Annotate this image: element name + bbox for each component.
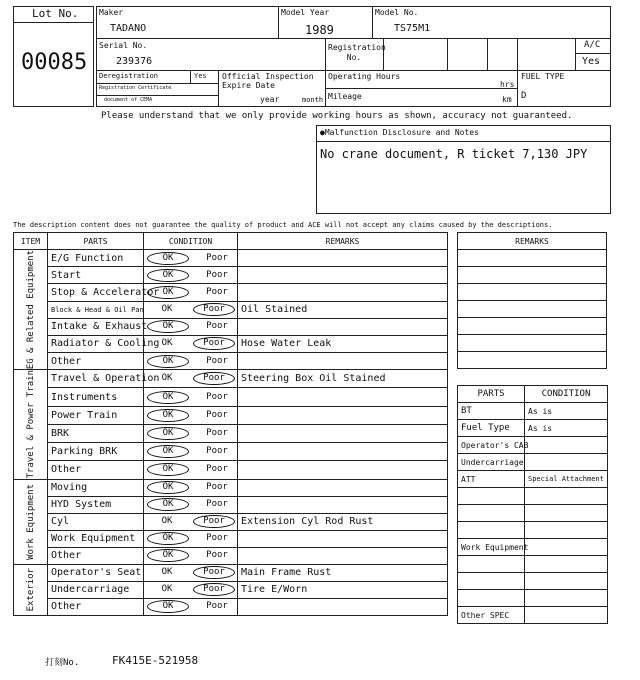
cema-label: document of CEMA bbox=[104, 97, 153, 103]
remark-cell bbox=[238, 530, 448, 547]
table-row bbox=[14, 301, 448, 318]
ok-mark: OK bbox=[147, 252, 189, 265]
part-cell: HYD System bbox=[48, 496, 144, 513]
km-label: km bbox=[502, 95, 512, 104]
table-row bbox=[14, 406, 448, 424]
maker-value: TADANO bbox=[110, 23, 147, 34]
table-row bbox=[14, 335, 448, 352]
right-remarks-table bbox=[457, 232, 607, 369]
remark-cell: Main Frame Rust bbox=[238, 564, 448, 581]
serial-label: Serial No. bbox=[99, 41, 148, 50]
fuel-type-label: FUEL TYPE bbox=[521, 72, 565, 81]
condition-cell bbox=[144, 443, 238, 461]
item-group-cell bbox=[14, 370, 48, 479]
poor-mark: Poor bbox=[193, 515, 235, 528]
part-cell: Radiator & Cooling bbox=[48, 335, 144, 352]
part-cell bbox=[458, 590, 525, 607]
poor-mark: Poor bbox=[206, 321, 228, 332]
disclaimer: The description content does not guarantee the quality of product and ACE will not accept any claims caused by the descriptions. bbox=[13, 221, 553, 229]
part-cell bbox=[458, 505, 525, 522]
part-cell: Other bbox=[48, 547, 144, 564]
poor-mark: Poor bbox=[193, 566, 235, 579]
poor-mark: Poor bbox=[206, 427, 228, 438]
condition-cell bbox=[144, 301, 238, 318]
ac-label: A/C bbox=[584, 40, 601, 50]
ok-mark: OK bbox=[147, 320, 189, 333]
item-group-label: Travel & Power Train bbox=[25, 370, 36, 479]
part-cell: Undercarriage bbox=[48, 581, 144, 598]
condition-cell bbox=[144, 598, 238, 615]
condition-cell bbox=[144, 406, 238, 424]
table-row bbox=[14, 284, 448, 301]
condition-cell: As is bbox=[525, 420, 608, 437]
condition-cell bbox=[144, 284, 238, 301]
part-cell: Work Equipment bbox=[458, 539, 525, 556]
table-row bbox=[14, 443, 448, 461]
ok-mark: OK bbox=[147, 481, 189, 494]
table-row bbox=[14, 267, 448, 284]
mileage-label: Mileage bbox=[328, 92, 362, 101]
condition-cell bbox=[525, 522, 608, 539]
condition-cell bbox=[144, 388, 238, 406]
poor-mark: Poor bbox=[206, 464, 228, 475]
table-row bbox=[458, 607, 608, 624]
table-row bbox=[14, 370, 448, 388]
condition-cell bbox=[525, 556, 608, 573]
table-row bbox=[458, 454, 608, 471]
model-year-label: Model Year bbox=[281, 8, 330, 17]
remark-cell bbox=[238, 318, 448, 335]
right-condition-header: CONDITION bbox=[525, 386, 608, 403]
ok-mark: OK bbox=[147, 445, 189, 458]
poor-mark: Poor bbox=[193, 337, 235, 350]
right-parts-table bbox=[457, 385, 608, 624]
part-cell: Operator's CAB bbox=[458, 437, 525, 454]
table-row bbox=[14, 547, 448, 564]
malfunction-title: ●Malfunction Disclosure and Notes bbox=[320, 128, 479, 137]
remarks-cell bbox=[458, 250, 607, 267]
condition-cell bbox=[144, 479, 238, 496]
remarks-cell bbox=[458, 301, 607, 318]
poor-mark: Poor bbox=[206, 269, 228, 280]
remarks-row bbox=[458, 301, 607, 318]
table-row bbox=[14, 250, 448, 267]
ok-mark: OK bbox=[147, 355, 189, 368]
parts-header: PARTS bbox=[48, 233, 144, 250]
condition-cell bbox=[144, 547, 238, 564]
model-no-label: Model No. bbox=[375, 8, 419, 17]
poor-mark: Poor bbox=[206, 446, 228, 457]
remark-cell bbox=[238, 424, 448, 442]
table-row bbox=[458, 488, 608, 505]
remarks-row bbox=[458, 352, 607, 369]
condition-cell bbox=[144, 318, 238, 335]
remark-cell bbox=[238, 443, 448, 461]
model-no-value: TS75M1 bbox=[394, 23, 431, 34]
month-label: month bbox=[302, 96, 324, 104]
ok-mark: OK bbox=[147, 549, 189, 562]
remarks-cell bbox=[458, 335, 607, 352]
part-cell: Cyl bbox=[48, 513, 144, 530]
poor-mark: Poor bbox=[206, 550, 228, 561]
item-group-label: Work Equipment bbox=[25, 483, 36, 560]
item-group-cell bbox=[14, 564, 48, 615]
poor-mark: Poor bbox=[206, 391, 228, 402]
poor-mark: Poor bbox=[206, 482, 228, 493]
part-cell: Other bbox=[48, 598, 144, 615]
poor-mark: Poor bbox=[206, 533, 228, 544]
table-row bbox=[14, 318, 448, 335]
item-header: ITEM bbox=[14, 233, 48, 250]
table-row bbox=[458, 539, 608, 556]
inspection-table-header bbox=[14, 233, 448, 250]
malfunction-box bbox=[316, 125, 611, 214]
remark-cell bbox=[238, 353, 448, 370]
part-cell: Intake & Exhaust bbox=[48, 318, 144, 335]
condition-cell bbox=[144, 424, 238, 442]
remark-cell bbox=[238, 250, 448, 267]
condition-cell bbox=[144, 564, 238, 581]
hours-notice: Please understand that we only provide working hours as shown, accuracy not guaranteed. bbox=[101, 111, 573, 121]
remarks-row bbox=[458, 284, 607, 301]
remark-cell bbox=[238, 496, 448, 513]
poor-mark: Poor bbox=[206, 601, 228, 612]
table-row bbox=[458, 522, 608, 539]
remark-cell bbox=[238, 479, 448, 496]
condition-cell bbox=[525, 437, 608, 454]
ok-mark: OK bbox=[147, 286, 189, 299]
item-group-label: Exterior bbox=[25, 567, 36, 612]
ok-mark: OK bbox=[147, 600, 189, 613]
right-parts-header: PARTS bbox=[458, 386, 525, 403]
remarks-cell bbox=[458, 352, 607, 369]
ok-mark: OK bbox=[147, 391, 189, 404]
inspection-label: Official Inspection Expire Date bbox=[222, 72, 314, 90]
part-cell: Other bbox=[48, 461, 144, 479]
remarks-cell bbox=[458, 267, 607, 284]
ok-mark: OK bbox=[161, 338, 173, 349]
part-cell: Parking BRK bbox=[48, 443, 144, 461]
poor-mark: Poor bbox=[206, 499, 228, 510]
remarks-row bbox=[458, 250, 607, 267]
part-cell: Start bbox=[48, 267, 144, 284]
deregistration-label: Deregistration bbox=[99, 72, 159, 80]
table-row bbox=[14, 424, 448, 442]
remarks-cell bbox=[458, 318, 607, 335]
part-cell bbox=[458, 522, 525, 539]
part-cell: Fuel Type bbox=[458, 420, 525, 437]
part-cell: Operator's Seat bbox=[48, 564, 144, 581]
remark-cell bbox=[238, 547, 448, 564]
table-row bbox=[458, 505, 608, 522]
part-cell: Travel & Operation bbox=[48, 370, 144, 388]
part-cell bbox=[458, 488, 525, 505]
part-cell: BT bbox=[458, 403, 525, 420]
part-cell: E/G Function bbox=[48, 250, 144, 267]
condition-cell bbox=[144, 335, 238, 352]
part-cell: Undercarriage bbox=[458, 454, 525, 471]
deregistration-value: Yes bbox=[194, 72, 207, 80]
table-row bbox=[458, 437, 608, 454]
ok-mark: OK bbox=[161, 304, 173, 315]
part-cell: Power Train bbox=[48, 406, 144, 424]
ok-mark: OK bbox=[147, 427, 189, 440]
part-cell: Other bbox=[48, 353, 144, 370]
ok-mark: OK bbox=[147, 463, 189, 476]
part-cell: Work Equipment bbox=[48, 530, 144, 547]
item-group-label: EG & Related Equipment bbox=[25, 250, 36, 370]
condition-cell bbox=[525, 539, 608, 556]
table-row bbox=[458, 471, 608, 488]
poor-mark: Poor bbox=[206, 252, 228, 263]
condition-cell bbox=[525, 505, 608, 522]
fuel-type-value: D bbox=[521, 91, 527, 101]
condition-cell bbox=[144, 530, 238, 547]
table-row bbox=[458, 403, 608, 420]
maker-label: Maker bbox=[99, 8, 124, 17]
remarks-row bbox=[458, 335, 607, 352]
ok-mark: OK bbox=[161, 516, 173, 527]
lot-number: 00085 bbox=[21, 50, 88, 75]
ok-mark: OK bbox=[161, 567, 173, 578]
registration-label: Registration No. bbox=[328, 43, 386, 62]
condition-cell bbox=[144, 581, 238, 598]
ok-mark: OK bbox=[161, 373, 173, 384]
item-group-cell bbox=[14, 479, 48, 564]
remark-cell bbox=[238, 461, 448, 479]
poor-mark: Poor bbox=[193, 372, 235, 385]
condition-cell bbox=[144, 496, 238, 513]
ok-mark: OK bbox=[147, 409, 189, 422]
part-cell: ATT bbox=[458, 471, 525, 488]
right-remarks-header: REMARKS bbox=[458, 233, 607, 250]
table-row bbox=[14, 496, 448, 513]
part-cell: BRK bbox=[48, 424, 144, 442]
year-label: year bbox=[260, 95, 280, 104]
table-row bbox=[458, 556, 608, 573]
condition-cell bbox=[525, 454, 608, 471]
remark-cell: Hose Water Leak bbox=[238, 335, 448, 352]
condition-cell bbox=[525, 488, 608, 505]
part-cell: Moving bbox=[48, 479, 144, 496]
remark-cell bbox=[238, 406, 448, 424]
serial-value: 239376 bbox=[116, 56, 153, 67]
condition-cell bbox=[144, 267, 238, 284]
hrs-label: hrs bbox=[500, 80, 515, 89]
remark-cell bbox=[238, 267, 448, 284]
part-cell bbox=[458, 556, 525, 573]
condition-cell bbox=[144, 513, 238, 530]
remark-cell: Tire E/Worn bbox=[238, 581, 448, 598]
table-row bbox=[458, 573, 608, 590]
part-cell: Block & Head & Oil Pan bbox=[48, 301, 144, 318]
remark-cell: Steering Box Oil Stained bbox=[238, 370, 448, 388]
part-cell: Other SPEC bbox=[458, 607, 525, 624]
table-row bbox=[14, 598, 448, 615]
table-row bbox=[14, 353, 448, 370]
operating-hours-label: Operating Hours bbox=[328, 72, 401, 81]
condition-cell bbox=[144, 353, 238, 370]
condition-cell bbox=[144, 250, 238, 267]
poor-mark: Poor bbox=[193, 303, 235, 316]
condition-cell: As is bbox=[525, 403, 608, 420]
stamp-no-value: FK415E-521958 bbox=[112, 654, 199, 667]
poor-mark: Poor bbox=[206, 286, 228, 297]
table-row bbox=[14, 513, 448, 530]
remark-cell bbox=[238, 284, 448, 301]
reg-cert-label: Registration Certificate bbox=[99, 85, 172, 91]
table-row bbox=[458, 420, 608, 437]
table-row bbox=[458, 590, 608, 607]
remark-cell: Extension Cyl Rod Rust bbox=[238, 513, 448, 530]
condition-cell: Special Attachment bbox=[525, 471, 608, 488]
condition-cell bbox=[525, 607, 608, 624]
poor-mark: Poor bbox=[206, 409, 228, 420]
condition-cell bbox=[144, 370, 238, 388]
remarks-header: REMARKS bbox=[238, 233, 448, 250]
item-group-cell bbox=[14, 250, 48, 370]
remarks-row bbox=[458, 267, 607, 284]
poor-mark: Poor bbox=[193, 583, 235, 596]
ok-mark: OK bbox=[161, 584, 173, 595]
part-cell: Instruments bbox=[48, 388, 144, 406]
table-row bbox=[14, 581, 448, 598]
stamp-no-label: 打刻No. bbox=[45, 658, 80, 668]
condition-header: CONDITION bbox=[144, 233, 238, 250]
model-year-value: 1989 bbox=[305, 23, 334, 37]
poor-mark: Poor bbox=[206, 355, 228, 366]
condition-cell bbox=[144, 461, 238, 479]
part-cell: Stop & Accelerator bbox=[48, 284, 144, 301]
table-row bbox=[14, 461, 448, 479]
inspection-table bbox=[13, 232, 448, 616]
table-row bbox=[14, 530, 448, 547]
table-row bbox=[14, 388, 448, 406]
ac-value: Yes bbox=[582, 56, 601, 67]
ok-mark: OK bbox=[147, 269, 189, 282]
table-row bbox=[14, 479, 448, 496]
remarks-row bbox=[458, 318, 607, 335]
ok-mark: OK bbox=[147, 532, 189, 545]
ok-mark: OK bbox=[147, 498, 189, 511]
condition-cell bbox=[525, 573, 608, 590]
condition-cell bbox=[525, 590, 608, 607]
remark-cell bbox=[238, 388, 448, 406]
part-cell bbox=[458, 573, 525, 590]
malfunction-text: No crane document, R ticket 7,130 JPY bbox=[320, 147, 588, 161]
lot-label: Lot No. bbox=[32, 7, 79, 20]
table-row bbox=[14, 564, 448, 581]
remarks-cell bbox=[458, 284, 607, 301]
remark-cell: Oil Stained bbox=[238, 301, 448, 318]
remark-cell bbox=[238, 598, 448, 615]
